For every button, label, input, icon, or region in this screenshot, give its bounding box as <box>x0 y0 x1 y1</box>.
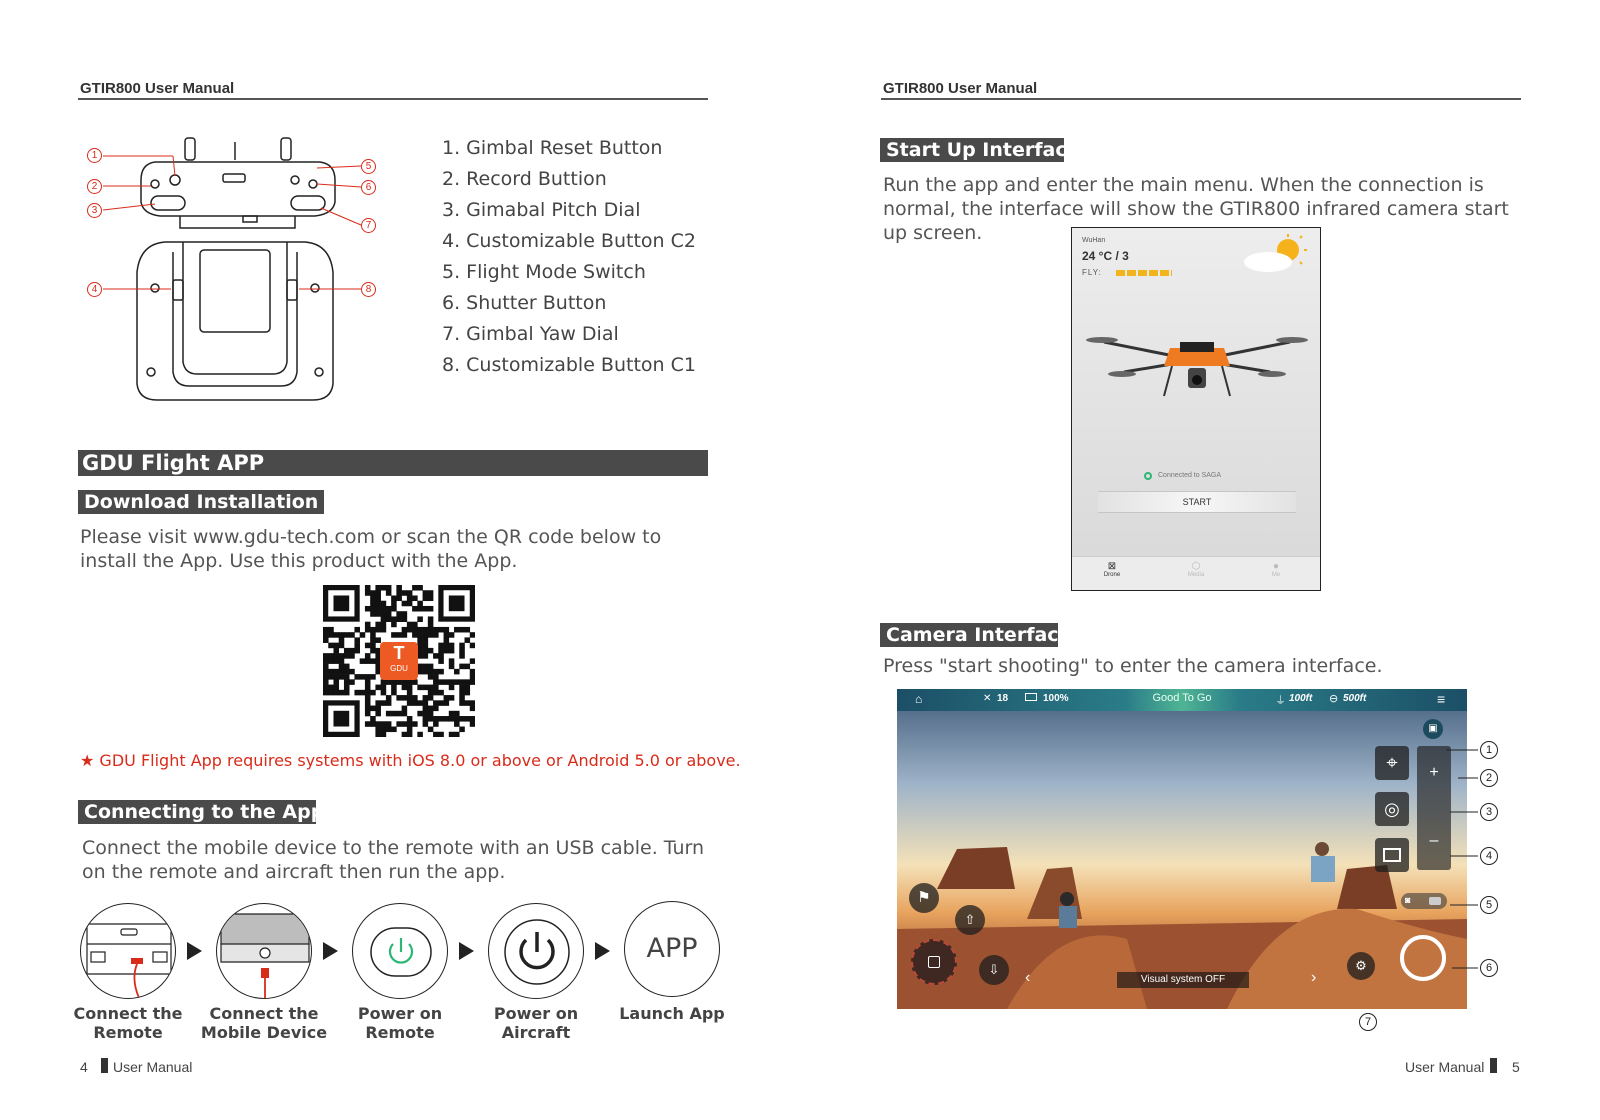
chevron-left-icon[interactable]: ‹ <box>1025 969 1031 986</box>
list-item: 1. Gimbal Reset Button <box>442 137 663 159</box>
step-arrow-icon <box>323 942 338 960</box>
remote-line-drawing <box>85 132 385 412</box>
camera-callout-3: 3 <box>1480 803 1498 821</box>
connection-status-icon <box>1144 472 1152 480</box>
camera-callout-lines <box>1390 740 1490 1030</box>
tab-media-label: Media <box>1187 572 1205 578</box>
battery-level: 100% <box>1043 693 1069 704</box>
startup-screen <box>1071 227 1321 591</box>
battery-icon <box>1025 693 1037 701</box>
radar-drone-icon <box>928 956 940 968</box>
button-list <box>442 133 712 381</box>
camera-callout-6: 6 <box>1480 959 1498 977</box>
step-label-connect-mobile <box>199 1004 329 1042</box>
remote-status-icon[interactable]: ▣ <box>1423 719 1443 739</box>
altitude-icon: ⏚ <box>1275 695 1286 707</box>
tab-me-label: Me <box>1271 572 1281 578</box>
step-label-launch-app <box>612 1004 732 1023</box>
callout-5: 5 <box>361 159 376 174</box>
tab-drone-label: Drone <box>1103 572 1121 578</box>
fly-label: FLY: <box>1082 268 1102 277</box>
step-arrow-icon <box>595 942 610 960</box>
takeoff-icon[interactable]: ⇧ <box>955 905 985 935</box>
step-label-power-aircraft <box>476 1004 596 1042</box>
connecting-text: Connect the mobile device to the remote with an USB cable. Turn on the remote and aircraft then run the app. <box>82 837 705 883</box>
visual-system-status: Visual system OFF <box>1117 972 1249 988</box>
camera-heading: Camera Interface <box>880 623 1058 647</box>
step-label-line: Connect the <box>73 1004 183 1023</box>
gdu-logo-mark: T <box>393 643 405 663</box>
camera-callout-4: 4 <box>1480 847 1498 865</box>
download-heading: Download Installation <box>78 490 324 514</box>
drone-image <box>1084 318 1310 418</box>
list-item: 2. Record Buttion <box>442 168 607 190</box>
fly-index-bar <box>1116 270 1172 276</box>
camera-callout-2: 2 <box>1480 769 1498 787</box>
photo-icon: ◙ <box>1405 895 1411 905</box>
distance-icon: ⊖ <box>1329 693 1339 705</box>
landing-icon[interactable]: ⇩ <box>979 955 1009 985</box>
sun-cloud-icon <box>1240 234 1312 274</box>
callout-2: 2 <box>87 179 102 194</box>
remote-usb-icon <box>81 904 176 999</box>
focus-icon[interactable]: ◎ <box>1375 792 1409 826</box>
left-header-rule <box>78 98 708 100</box>
step-label-line: Launch App <box>619 1004 725 1023</box>
satellite-icon: ✕ <box>983 693 992 704</box>
city-label: WuHan <box>1082 237 1106 244</box>
left-footer-label: User Manual <box>113 1059 193 1075</box>
section-title-gdu-flight-app: GDU Flight APP <box>78 450 708 476</box>
target-icon[interactable]: ⌖ <box>1375 746 1409 780</box>
startup-text: Run the app and enter the main menu. When the connection is normal, the interface will show the GTIR800 infrared camera start up screen. <box>883 174 1509 244</box>
drone-icon: ⊠ <box>1107 561 1117 572</box>
flight-status: Good To Go <box>1152 692 1212 704</box>
camera-callout-7: 7 <box>1359 1013 1377 1031</box>
zoom-in-button[interactable]: + <box>1429 764 1439 781</box>
step-label-line: Connect the <box>209 1004 319 1023</box>
startup-heading: Start Up Interface <box>880 138 1064 162</box>
right-header-rule <box>881 98 1521 100</box>
callout-4: 4 <box>87 282 102 297</box>
footer-bar <box>1490 1058 1497 1073</box>
qr-code[interactable] <box>323 585 475 737</box>
chevron-right-icon[interactable]: › <box>1311 969 1317 986</box>
footer-bar <box>101 1058 108 1073</box>
step-remote-power-image <box>352 903 448 999</box>
connecting-heading: Connecting to the App <box>78 800 316 824</box>
menu-icon[interactable]: ≡ <box>1437 691 1446 707</box>
list-item: 7. Gimbal Yaw Dial <box>442 323 619 345</box>
callout-1: 1 <box>87 148 102 163</box>
radar-icon <box>911 939 957 985</box>
camera-view <box>897 689 1467 1009</box>
step-app-circle: APP <box>624 901 720 997</box>
camera-callout-1: 1 <box>1480 741 1498 759</box>
home-icon[interactable]: ⌂ <box>915 692 923 706</box>
tab-bar <box>1072 556 1320 591</box>
step-arrow-icon <box>459 942 474 960</box>
step-remote-image <box>80 903 176 999</box>
hud-top-bar <box>897 689 1467 711</box>
connection-status-text: Connected to SAGA <box>1158 472 1222 479</box>
right-running-header: GTIR800 User Manual <box>883 80 1038 97</box>
callout-7: 7 <box>361 218 376 233</box>
gdu-logo <box>380 642 418 680</box>
mobile-usb-icon <box>217 904 312 999</box>
step-label-line: Remote <box>365 1023 435 1042</box>
tab-drone[interactable] <box>1102 561 1122 578</box>
callout-6: 6 <box>361 180 376 195</box>
aircraft-power-icon <box>489 904 584 999</box>
altitude-value: 100ft <box>1289 693 1313 704</box>
remote-diagram <box>85 132 385 412</box>
list-item: 4. Customizable Button C2 <box>442 230 696 252</box>
left-running-header: GTIR800 User Manual <box>80 80 235 97</box>
step-arrow-icon <box>187 942 202 960</box>
list-item: 3. Gimabal Pitch Dial <box>442 199 641 221</box>
left-page-number: 4 <box>80 1059 88 1075</box>
media-icon: ⬡ <box>1191 561 1201 572</box>
step-label-line: Aircraft <box>501 1023 571 1042</box>
list-item: 5. Flight Mode Switch <box>442 261 646 283</box>
step-mobile-image <box>216 903 312 999</box>
list-item: 6. Shutter Button <box>442 292 607 314</box>
user-icon: ● <box>1272 561 1280 572</box>
camera-text: Press "start shooting" to enter the camera interface. <box>883 655 1383 677</box>
list-item: 8. Customizable Button C1 <box>442 354 696 376</box>
start-button[interactable]: START <box>1098 491 1296 513</box>
green-power-icon <box>353 904 448 999</box>
gdu-logo-text: GDU <box>390 664 408 673</box>
right-page-number: 5 <box>1512 1059 1520 1075</box>
os-requirement-note: ★ GDU Flight App requires systems with iOS 8.0 or above or Android 5.0 or above. <box>80 751 741 770</box>
right-footer-label: User Manual <box>1405 1059 1485 1075</box>
callout-8: 8 <box>361 282 376 297</box>
satellite-count: 18 <box>997 693 1009 704</box>
download-text: Please visit www.gdu-tech.com or scan the QR code below to install the App. Use this product with the App. <box>80 526 662 572</box>
camera-settings-icon[interactable]: ⚙ <box>1347 952 1375 980</box>
step-label-line: Power on <box>357 1004 443 1023</box>
step-aircraft-power-image <box>488 903 584 999</box>
step-label-line: Power on <box>493 1004 579 1023</box>
callout-3: 3 <box>87 203 102 218</box>
step-label-line: Mobile Device <box>200 1023 328 1042</box>
step-label-power-remote <box>340 1004 460 1042</box>
tab-media[interactable] <box>1184 561 1208 578</box>
zoom-out-button[interactable]: – <box>1429 832 1439 849</box>
step-label-connect-remote <box>68 1004 188 1042</box>
step-label-line: Remote <box>93 1023 163 1042</box>
weather-readout: 24 °C / 3 <box>1082 249 1129 263</box>
tab-me[interactable] <box>1266 561 1286 578</box>
running-man-icon[interactable]: ⚑ <box>909 883 939 913</box>
distance-value: 500ft <box>1343 693 1367 704</box>
camera-callout-5: 5 <box>1480 896 1498 914</box>
